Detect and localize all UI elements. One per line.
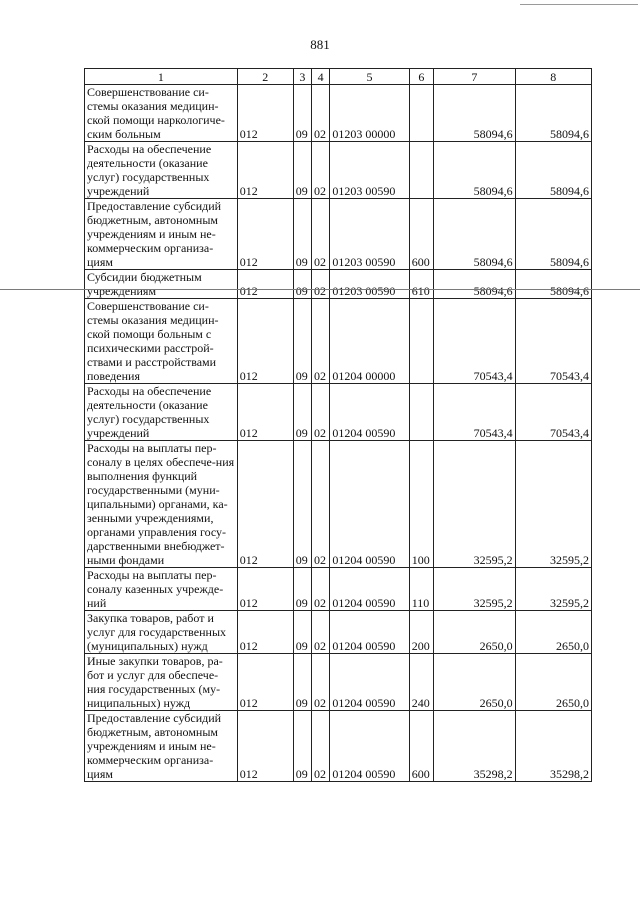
table-row [85, 441, 592, 568]
row-name-cell: Расходы на выплаты пер-соналу казенных учрежде-ний [85, 568, 238, 611]
row-expense-type-cell: 600 [409, 199, 433, 270]
row-program-code-cell: 01204 00000 [330, 299, 409, 384]
row-name-cell: Предоставление субсидий бюджетным, автономным учреждениям и иным не-коммерческим организа-циям [85, 199, 238, 270]
row-expense-type-cell [409, 299, 433, 384]
budget-table [84, 68, 592, 782]
row-amount-col8-cell: 58094,6 [515, 270, 591, 299]
row-program-code-cell: 01204 00590 [330, 654, 409, 711]
row-section-code-cell: 09 [293, 142, 311, 199]
row-amount-col7-cell: 70543,4 [434, 299, 515, 384]
header-cell: 8 [515, 69, 591, 85]
row-subsection-code-cell: 02 [312, 142, 330, 199]
row-amount-col7-cell: 2650,0 [434, 654, 515, 711]
row-section-code-cell: 09 [293, 711, 311, 782]
row-name-cell: Расходы на обеспечение деятельности (оказание услуг) государственных учреждений [85, 142, 238, 199]
row-expense-type-cell: 110 [409, 568, 433, 611]
row-name-cell: Закупка товаров, работ и услуг для государственных (муниципальных) нужд [85, 611, 238, 654]
row-name-cell: Совершенствование си-стемы оказания медицин-ской помощи наркологиче-ским больным [85, 85, 238, 142]
table-row [85, 85, 592, 142]
row-amount-col7-cell: 58094,6 [434, 85, 515, 142]
row-amount-col7-cell: 32595,2 [434, 568, 515, 611]
row-name-cell: Совершенствование си-стемы оказания медицин-ской помощи больным с психическими расстрой-ствами и расстройствами поведения [85, 299, 238, 384]
row-ministry-code-cell: 012 [237, 654, 293, 711]
table-row [85, 711, 592, 782]
row-ministry-code-cell: 012 [237, 199, 293, 270]
row-subsection-code-cell: 02 [312, 85, 330, 142]
row-ministry-code-cell: 012 [237, 384, 293, 441]
row-expense-type-cell [409, 142, 433, 199]
row-ministry-code-cell: 012 [237, 611, 293, 654]
row-subsection-code-cell: 02 [312, 711, 330, 782]
row-amount-col7-cell: 58094,6 [434, 199, 515, 270]
row-program-code-cell: 01204 00590 [330, 384, 409, 441]
row-expense-type-cell: 610 [409, 270, 433, 299]
header-cell: 5 [330, 69, 409, 85]
row-ministry-code-cell: 012 [237, 299, 293, 384]
page-number: 881 [310, 37, 330, 52]
row-name-cell: Расходы на обеспечение деятельности (оказание услуг) государственных учреждений [85, 384, 238, 441]
row-ministry-code-cell: 012 [237, 441, 293, 568]
row-program-code-cell: 01204 00590 [330, 711, 409, 782]
row-amount-col8-cell: 58094,6 [515, 199, 591, 270]
table-row [85, 384, 592, 441]
row-name-cell: Предоставление субсидий бюджетным, автономным учреждениям и иным не-коммерческим организа-циям [85, 711, 238, 782]
row-program-code-cell: 01203 00590 [330, 199, 409, 270]
row-expense-type-cell [409, 85, 433, 142]
row-amount-col7-cell: 32595,2 [434, 441, 515, 568]
row-program-code-cell: 01204 00590 [330, 568, 409, 611]
row-subsection-code-cell: 02 [312, 299, 330, 384]
row-amount-col8-cell: 70543,4 [515, 384, 591, 441]
row-section-code-cell: 09 [293, 85, 311, 142]
row-name-cell: Субсидии бюджетным учреждениям [85, 270, 238, 299]
header-cell: 6 [409, 69, 433, 85]
table-row [85, 299, 592, 384]
row-ministry-code-cell: 012 [237, 711, 293, 782]
table-row [85, 611, 592, 654]
row-ministry-code-cell: 012 [237, 568, 293, 611]
row-section-code-cell: 09 [293, 441, 311, 568]
row-name-cell: Расходы на выплаты пер-соналу в целях обеспече-ния выполнения функций государственными (муни-ципальными) органами, ка-зенными учреждениями, органами управления госу-дарственными внебюджет-ными фондами [85, 441, 238, 568]
row-amount-col8-cell: 58094,6 [515, 85, 591, 142]
header-cell: 2 [237, 69, 293, 85]
row-expense-type-cell [409, 384, 433, 441]
row-amount-col8-cell: 35298,2 [515, 711, 591, 782]
row-expense-type-cell: 600 [409, 711, 433, 782]
row-amount-col8-cell: 58094,6 [515, 142, 591, 199]
table-row [85, 654, 592, 711]
row-expense-type-cell: 100 [409, 441, 433, 568]
row-amount-col8-cell: 70543,4 [515, 299, 591, 384]
row-section-code-cell: 09 [293, 611, 311, 654]
header-cell: 3 [293, 69, 311, 85]
row-program-code-cell: 01203 00000 [330, 85, 409, 142]
header-cell: 7 [434, 69, 515, 85]
row-ministry-code-cell: 012 [237, 85, 293, 142]
row-amount-col7-cell: 58094,6 [434, 142, 515, 199]
scan-artifact-line [0, 289, 640, 290]
row-amount-col7-cell: 70543,4 [434, 384, 515, 441]
row-subsection-code-cell: 02 [312, 199, 330, 270]
row-amount-col8-cell: 32595,2 [515, 568, 591, 611]
row-section-code-cell: 09 [293, 384, 311, 441]
row-subsection-code-cell: 02 [312, 611, 330, 654]
row-subsection-code-cell: 02 [312, 568, 330, 611]
table-body [85, 69, 592, 782]
row-amount-col8-cell: 32595,2 [515, 441, 591, 568]
row-subsection-code-cell: 02 [312, 441, 330, 568]
row-subsection-code-cell: 02 [312, 384, 330, 441]
table-header-row [85, 69, 592, 85]
header-cell: 4 [312, 69, 330, 85]
row-program-code-cell: 01203 00590 [330, 270, 409, 299]
row-program-code-cell: 01203 00590 [330, 142, 409, 199]
row-expense-type-cell: 200 [409, 611, 433, 654]
row-amount-col7-cell: 35298,2 [434, 711, 515, 782]
header-cell: 1 [85, 69, 238, 85]
row-amount-col8-cell: 2650,0 [515, 611, 591, 654]
row-amount-col8-cell: 2650,0 [515, 654, 591, 711]
row-subsection-code-cell: 02 [312, 270, 330, 299]
row-ministry-code-cell: 012 [237, 270, 293, 299]
table-row [85, 270, 592, 299]
row-amount-col7-cell: 2650,0 [434, 611, 515, 654]
row-section-code-cell: 09 [293, 270, 311, 299]
row-section-code-cell: 09 [293, 299, 311, 384]
table-row [85, 199, 592, 270]
row-section-code-cell: 09 [293, 199, 311, 270]
table-row [85, 142, 592, 199]
row-expense-type-cell: 240 [409, 654, 433, 711]
row-name-cell: Иные закупки товаров, ра-бот и услуг для обеспече-ния государственных (му-ниципальных) нужд [85, 654, 238, 711]
row-program-code-cell: 01204 00590 [330, 611, 409, 654]
top-edge-line [520, 4, 638, 5]
row-section-code-cell: 09 [293, 654, 311, 711]
table-row [85, 568, 592, 611]
row-program-code-cell: 01204 00590 [330, 441, 409, 568]
row-section-code-cell: 09 [293, 568, 311, 611]
row-amount-col7-cell: 58094,6 [434, 270, 515, 299]
row-subsection-code-cell: 02 [312, 654, 330, 711]
row-ministry-code-cell: 012 [237, 142, 293, 199]
